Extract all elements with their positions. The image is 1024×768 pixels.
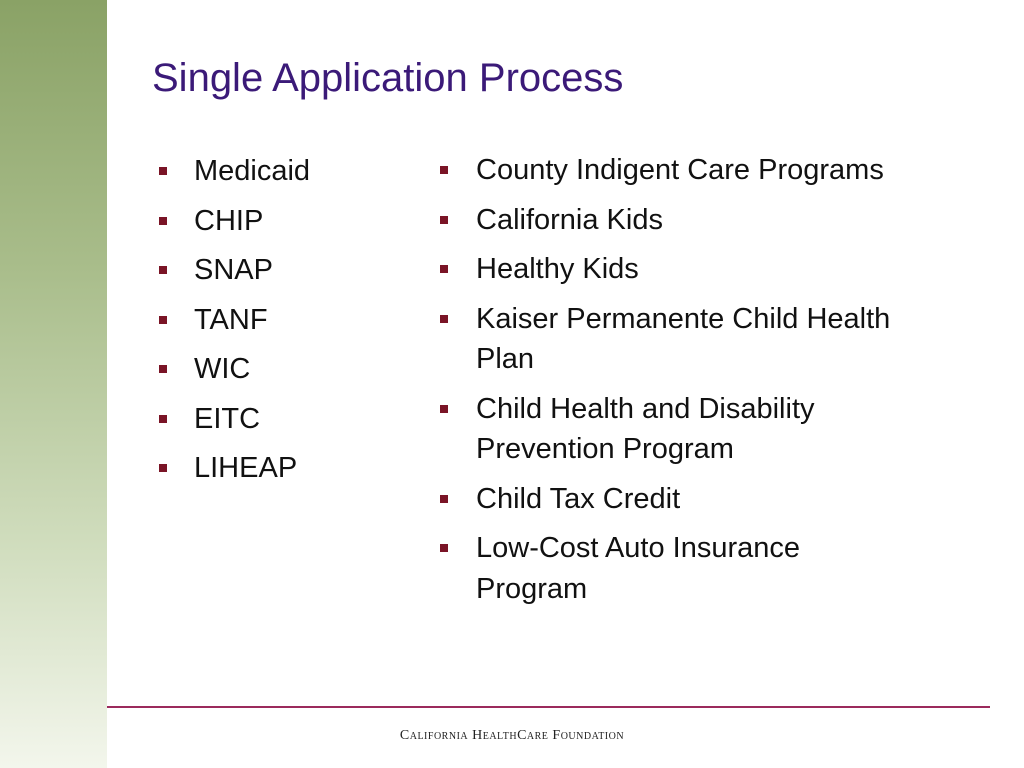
list-item-text: LIHEAP (194, 452, 298, 484)
list-item-text: CHIP (194, 204, 264, 237)
list-item-text: Child Health and Disability Prevention Program (476, 392, 815, 465)
square-bullet-icon (159, 365, 167, 373)
square-bullet-icon (440, 216, 448, 224)
list-item (157, 351, 397, 387)
list-item (157, 302, 397, 338)
list-item-text: County Indigent Care Programs (476, 154, 884, 186)
list-item-text: WIC (194, 353, 251, 385)
right-bullet-list (438, 150, 908, 618)
square-bullet-icon (159, 464, 167, 472)
list-item (157, 450, 397, 486)
square-bullet-icon (440, 495, 448, 503)
left-bullet-list (157, 153, 397, 500)
list-item (438, 200, 908, 241)
list-item (157, 252, 397, 288)
list-item-text: California Kids (476, 203, 663, 236)
footer-organization (0, 728, 1024, 744)
list-item-text: Medicaid (194, 155, 311, 187)
square-bullet-icon (440, 315, 448, 323)
list-item (438, 150, 908, 191)
footer-organization-text: California HealthCare Foundation (399, 728, 625, 743)
list-item (157, 401, 397, 437)
list-item (438, 249, 908, 290)
list-item-text: SNAP (194, 254, 273, 286)
square-bullet-icon (440, 265, 448, 273)
square-bullet-icon (440, 405, 448, 413)
list-item-text: TANF (194, 303, 268, 336)
square-bullet-icon (440, 544, 448, 552)
square-bullet-icon (159, 167, 167, 175)
list-item (438, 299, 908, 380)
slide-title: Single Application Process (152, 56, 624, 100)
list-item-text: Healthy Kids (476, 253, 639, 285)
square-bullet-icon (159, 415, 167, 423)
list-item (438, 389, 908, 470)
list-item (157, 203, 397, 239)
square-bullet-icon (440, 166, 448, 174)
square-bullet-icon (159, 217, 167, 225)
list-item (438, 528, 908, 609)
list-item-text: Child Tax Credit (476, 482, 681, 515)
list-item (438, 479, 908, 520)
list-item (157, 153, 397, 189)
list-item-text: Low-Cost Auto Insurance Program (476, 532, 801, 605)
square-bullet-icon (159, 316, 167, 324)
decorative-side-bar (0, 0, 107, 768)
list-item-text: Kaiser Permanente Child Health Plan (476, 302, 891, 375)
square-bullet-icon (159, 266, 167, 274)
list-item-text: EITC (194, 402, 261, 435)
footer-divider (107, 706, 990, 708)
